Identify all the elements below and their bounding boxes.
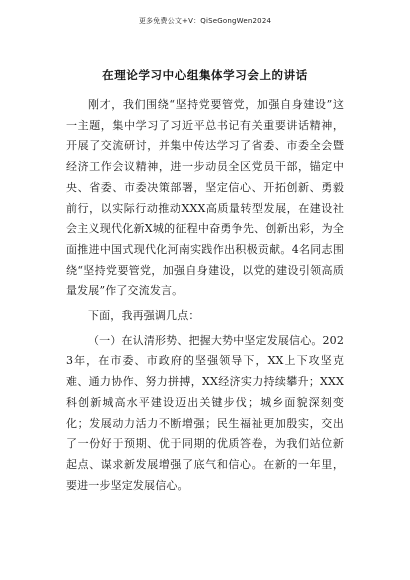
body-paragraph: 刚才，我们围绕“坚持党要管党，加强自身建设”这一主题，集中学习了习近平总书记有关重要讲话精神，开展了交流研讨，并集中传达学习了省委、市委全会暨经济工作会议精神，进一步动员全区党员干部，锚定中央、省委、市委决策部署，坚定信心、开拓创新、勇毅前行，以实际行动推动XXX高质量转型发展，在建设社会主义现代化新X城的征程中奋勇争先、创新出彩，为全面推进中国式现代化河南实践作出积极贡献。4名同志围绕“坚持党要管党，加强自身建设，以党的建设引领高质量发展”作了交流发言。 bbox=[66, 98, 344, 298]
header-note: 更多免费公文+V：QiSeGongWen2024 bbox=[138, 17, 272, 25]
body-paragraph: 下面，我再强调几点： bbox=[88, 309, 200, 323]
document-body bbox=[66, 95, 344, 496]
document-title: 在理论学习中心组集体学习会上的讲话 bbox=[102, 68, 308, 82]
body-paragraph: （一）在认清形势、把握大势中坚定发展信心。2023年，在市委、市政府的坚强领导下，XX上下攻坚克难、通力协作、努力拼搏，XX经济实力持续攀升；XXX科创新城高水平建设迈出关键步伐；城乡面貌深刻变化；发展动力活力不断增强；民生福祉更加殷实，交出了一份好于预期、优于同期的优质答卷，为我们站位新起点、谋求新发展增强了底气和信心。在新的一年里，要进一步坚定发展信心。 bbox=[66, 333, 344, 492]
